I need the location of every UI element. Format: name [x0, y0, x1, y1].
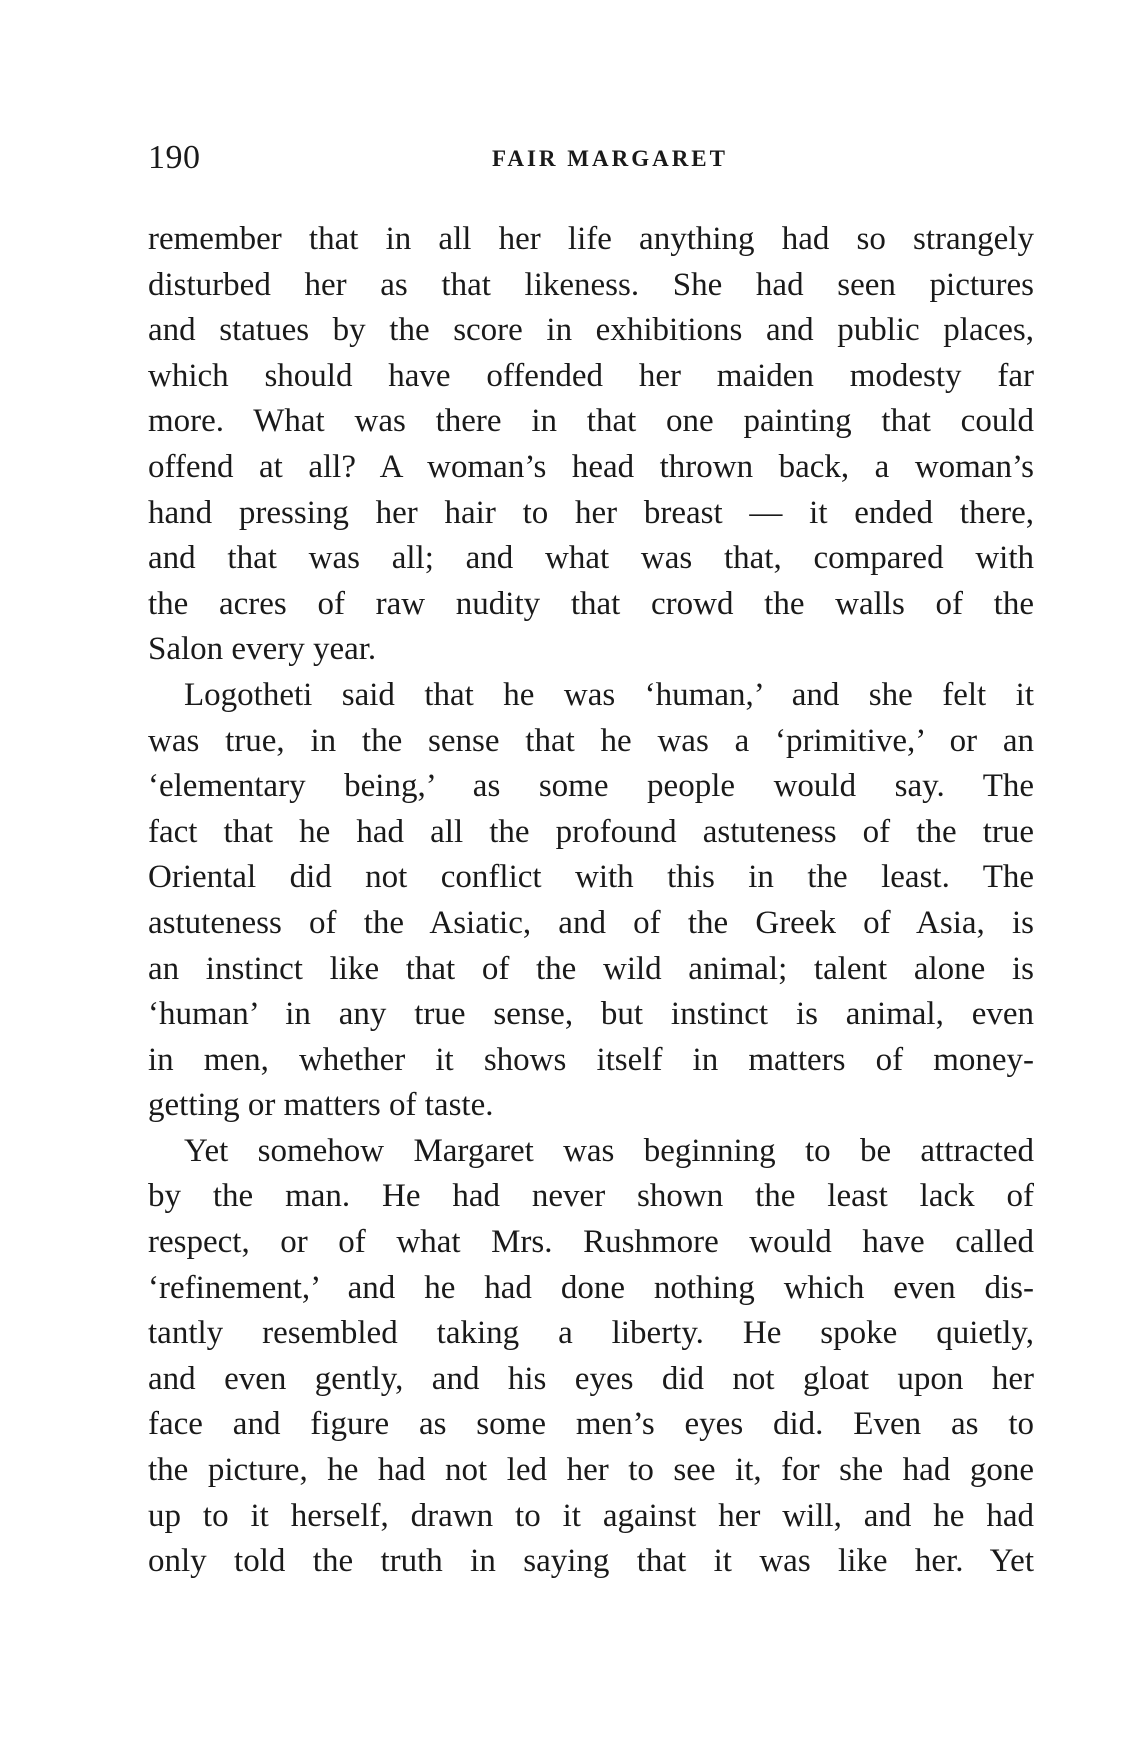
- text-line: remember that in all her life anything had so strangely: [148, 221, 1034, 257]
- running-head: [148, 138, 1032, 178]
- text-line: getting or matters of taste.: [148, 1087, 494, 1124]
- text-line: ‘human’ in any true sense, but instinct is animal, even: [148, 996, 1034, 1033]
- text-line: only told the truth in saying that it was like her. Yet: [148, 1543, 1034, 1580]
- text-line: fact that he had all the profound astuteness of the true: [148, 813, 1034, 850]
- book-title: FAIR MARGARET: [492, 146, 728, 171]
- text-body: [148, 217, 1034, 1585]
- text-line: face and figure as some men’s eyes did. Even as to: [148, 1406, 1034, 1443]
- text-line: Yet somehow Margaret was beginning to be attracted: [184, 1132, 1034, 1169]
- page-number: 190: [148, 139, 201, 176]
- text-line: ‘refinement,’ and he had done nothing which even dis-: [148, 1269, 1034, 1306]
- paragraph-1: [148, 217, 1034, 673]
- text-line: and statues by the score in exhibitions and public places,: [148, 312, 1034, 349]
- text-line: Oriental did not conflict with this in the least. The: [148, 859, 1034, 896]
- text-line: an instinct like that of the wild animal; talent alone is: [148, 950, 1034, 987]
- text-line: ‘elementary being,’ as some people would say. The: [148, 768, 1034, 805]
- text-line: Salon every year.: [148, 631, 377, 668]
- text-line: in men, whether it shows itself in matters of money-: [148, 1041, 1034, 1078]
- paragraph-2: [148, 673, 1034, 1129]
- text-line: offend at all? A woman’s head thrown back, a woman’s: [148, 448, 1034, 485]
- text-line: the acres of raw nudity that crowd the walls of the: [148, 585, 1034, 622]
- text-line: was true, in the sense that he was a ‘primitive,’ or an: [148, 722, 1034, 759]
- text-line: by the man. He had never shown the least lack of: [148, 1178, 1034, 1215]
- text-line: Logotheti said that he was ‘human,’ and she felt it: [184, 676, 1034, 713]
- text-line: which should have offended her maiden modesty far: [148, 357, 1034, 394]
- text-line: respect, or of what Mrs. Rushmore would have called: [148, 1224, 1034, 1261]
- text-line: astuteness of the Asiatic, and of the Greek of Asia, is: [148, 904, 1034, 941]
- text-line: and that was all; and what was that, compared with: [148, 540, 1034, 577]
- text-line: and even gently, and his eyes did not gloat upon her: [148, 1360, 1034, 1397]
- text-line: the picture, he had not led her to see it, for she had gone: [148, 1452, 1034, 1489]
- text-line: disturbed her as that likeness. She had seen pictures: [148, 266, 1034, 303]
- text-line: more. What was there in that one painting that could: [148, 403, 1034, 440]
- text-line: tantly resembled taking a liberty. He spoke quietly,: [148, 1315, 1034, 1352]
- paragraph-3: [148, 1129, 1034, 1585]
- text-line: hand pressing her hair to her breast — it ended there,: [148, 494, 1034, 531]
- text-line: up to it herself, drawn to it against her will, and he had: [148, 1497, 1034, 1534]
